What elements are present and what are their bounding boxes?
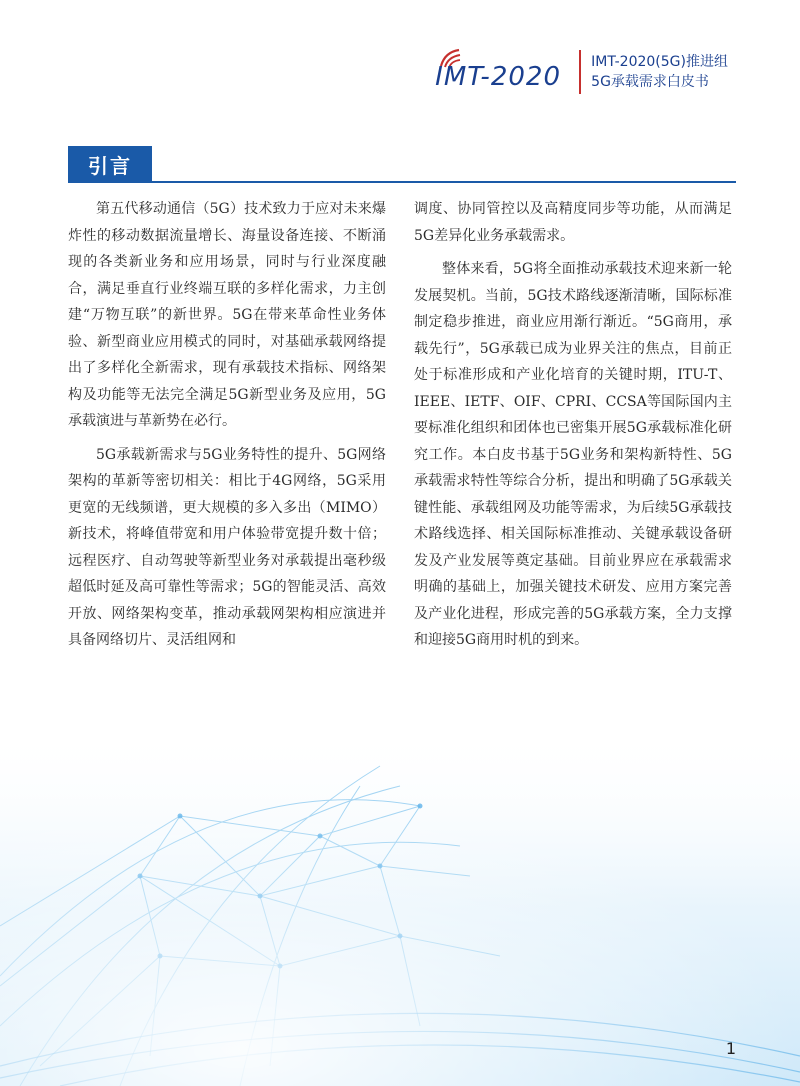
org-name: IMT-2020(5G)推进组 [591, 54, 728, 70]
paragraph: 5G承载新需求与5G业务特性的提升、5G网络架构的革新等密切相关：相比于4G网络，5G采用更宽的无线频谱，更大规模的多入多出（MIMO）新技术，将峰值带宽和用户体验带宽提升数十倍；远程医疗、自动驾驶等新型业务对承载提出毫秒级超低时延及高可靠性等需求；5G的智能灵活、高效开放、网络架构变革，推动承载网架构相应演进并具备网络切片、灵活组网和 [68, 446, 386, 648]
section-rule [68, 181, 736, 183]
left-column [68, 196, 386, 661]
logo-text: IMT-2020 [435, 62, 561, 92]
geodesic-sphere-decoration [0, 726, 800, 1086]
doc-title: 5G承载需求白皮书 [591, 74, 709, 90]
page-header [433, 40, 728, 104]
paragraph: 第五代移动通信（5G）技术致力于应对未来爆炸性的移动数据流量增长、海量设备连接、不断涌现的各类新业务和应用场景，同时与行业深度融合，满足垂直行业终端互联的多样化需求，力主创建“万物互联”的新世界。5G在带来革命性业务体验、新型商业应用模式的同时，对基础承载网络提出了多样化全新需求，现有承载技术指标、网络架构及功能等无法完全满足5G新型业务及应用，5G承载演进与革新势在必行。 [68, 201, 386, 429]
section-title: 引言 [68, 146, 152, 182]
header-doc-info [591, 52, 728, 92]
page-number: 1 [725, 1039, 736, 1058]
paragraph: 整体来看，5G将全面推动承载技术迎来新一轮发展契机。当前，5G技术路线逐渐清晰，国际标准制定稳步推进，商业应用渐行渐近。“5G商用，承载先行”，5G承载已成为业界关注的焦点，目前正处于标准形成和产业化培育的关键时期，ITU-T、IEEE、IETF、OIF、CPRI、CCSA等国际国内主要标准化组织和团体也已密集开展5G承载标准化研究工作。本白皮书基于5G业务和架构新特性、5G承载需求特性等综合分析，提出和明确了5G承载关键性能、承载组网及功能等需求，为后续5G承载技术路线选择、相关国际标准推动、关键承载设备研发及产业发展等奠定基础。目前业界应在承载需求明确的基础上，加强关键技术研发、应用方案完善及产业化进程，形成完善的5G承载方案，全力支撑和迎接5G商用时机的到来。 [414, 261, 732, 648]
right-column [414, 196, 732, 661]
header-divider [579, 50, 581, 94]
paragraph-continuation: 调度、协同管控以及高精度同步等功能，从而满足5G差异化业务承载需求。 [414, 201, 732, 244]
imt2020-logo [433, 44, 573, 100]
